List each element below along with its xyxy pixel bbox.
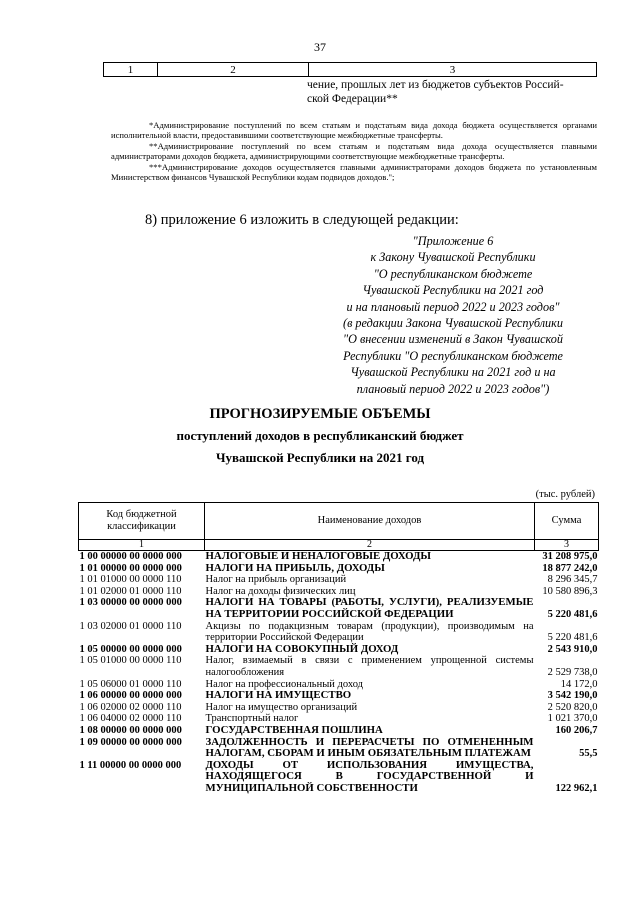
row-name: Налог, взимаемый в связи с применением упрощенной системы налогообложения xyxy=(205,655,534,678)
row-code: 1 03 02000 01 0000 110 xyxy=(79,620,182,632)
row-amount: 14 172,0 xyxy=(560,678,598,690)
document-title-line-2: поступлений доходов в республиканский бюджет xyxy=(176,428,464,443)
page-number: 37 xyxy=(314,40,326,54)
row-amount: 31 208 975,0 xyxy=(542,551,598,562)
row-code: 1 01 01000 00 0000 110 xyxy=(79,574,182,586)
row-code: 1 01 00000 00 0000 000 xyxy=(79,562,182,574)
row-amount: 122 962,1 xyxy=(555,782,598,794)
appendix-caption-line: Республики "О республиканском бюджете xyxy=(343,348,563,363)
row-code: 1 11 00000 00 0000 000 xyxy=(79,759,182,771)
row-name: Налог на доходы физических лиц xyxy=(205,585,356,597)
footnote-1: *Администрирование поступлений по всем статьям и подстатьям вида дохода бюджета осуществляется органами исполнительной власти, предоставившими соответствующие межбюджетные трансферты. xyxy=(111,120,597,141)
row-name: ГОСУДАРСТВЕННАЯ ПОШЛИНА xyxy=(205,723,383,736)
header-number-2: 2 xyxy=(205,540,535,551)
row-name: Транспортный налог xyxy=(205,713,299,725)
units-label: (тыс. рублей) xyxy=(535,489,595,500)
footnote-2: **Администрирование поступлений по всем статьям и подстатьям вида дохода осуществляется главными администраторами доходов бюджета, администрирующими соответствующие межбюджетные трансферты. xyxy=(111,140,597,162)
row-amount: 160 206,7 xyxy=(555,724,598,736)
appendix-caption-line: "О внесении изменений в Закон Чувашской xyxy=(343,332,563,347)
document-title-line-3: Чувашской Республики на 2021 год xyxy=(215,450,425,465)
row-code: 1 00 00000 00 0000 000 xyxy=(79,551,182,562)
row-code: 1 06 00000 00 0000 000 xyxy=(79,690,182,702)
appendix-caption xyxy=(318,233,588,397)
row-name: Налог на прибыль организаций xyxy=(205,574,347,586)
header-amount: Сумма xyxy=(535,503,599,540)
row-name: НАЛОГИ НА ИМУЩЕСТВО xyxy=(205,689,352,702)
continuation-table-header xyxy=(103,62,597,77)
row-amount: 2 543 910,0 xyxy=(547,643,598,655)
row-name: Акцизы по подакцизным товарам (продукции), производимым на территории Российской Федерации xyxy=(205,620,534,644)
footnote-3: ***Администрирование доходов осуществляется главными администраторами доходов бюджета по установленным Министерством финансов Чувашской Республики кодам подвидов доходов."; xyxy=(111,161,597,183)
header-number-3: 3 xyxy=(535,540,599,551)
row-name: НАЛОГОВЫЕ И НЕНАЛОГОВЫЕ ДОХОДЫ xyxy=(205,550,432,562)
row-name: Налог на имущество организаций xyxy=(205,701,358,713)
footnotes xyxy=(111,120,597,182)
row-name: НАЛОГИ НА СОВОКУПНЫЙ ДОХОД xyxy=(205,642,399,655)
table-row xyxy=(79,574,599,586)
row-code: 1 03 00000 00 0000 000 xyxy=(79,597,182,609)
appendix-caption-line: и на плановый период 2022 и 2023 годов" xyxy=(346,299,560,314)
table-row xyxy=(79,737,599,760)
row-code: 1 06 02000 02 0000 110 xyxy=(79,701,182,713)
appendix-caption-line: к Закону Чувашской Республики xyxy=(370,250,536,265)
document-title xyxy=(0,403,640,469)
row-name: ДОХОДЫ ОТ ИСПОЛЬЗОВАНИЯ ИМУЩЕСТВА, НАХОДЯЩЕГОСЯ В ГОСУДАРСТВЕННОЙ И МУНИЦИПАЛЬНОЙ СОБСТВЕННОСТИ xyxy=(205,758,534,794)
row-code: 1 05 00000 00 0000 000 xyxy=(79,643,182,655)
table-row xyxy=(79,690,599,702)
row-amount: 2 520 820,0 xyxy=(547,701,598,713)
table-row xyxy=(79,621,599,644)
header-name: Наименование доходов xyxy=(205,503,535,540)
row-name: НАЛОГИ НА ТОВАРЫ (РАБОТЫ, УСЛУГИ), РЕАЛИЗУЕМЫЕ НА ТЕРРИТОРИИ РОССИЙСКОЙ ФЕДЕРАЦИИ xyxy=(205,596,534,620)
document-title-line-1: ПРОГНОЗИРУЕМЫЕ ОБЪЕМЫ xyxy=(209,406,431,422)
amendment-instruction: 8) приложение 6 изложить в следующей редакции: xyxy=(145,212,459,228)
row-code: 1 08 00000 00 0000 000 xyxy=(79,724,182,736)
appendix-caption-line: Чувашской Республики на 2021 год xyxy=(362,283,544,298)
continuation-header-cell-1: 1 xyxy=(104,63,158,77)
table-row xyxy=(79,702,599,714)
header-number-1: 1 xyxy=(79,540,205,551)
row-amount: 3 542 190,0 xyxy=(547,690,598,702)
row-amount: 8 296 345,7 xyxy=(547,574,598,586)
continuation-line: ской Федерации** xyxy=(307,93,398,105)
appendix-caption-line: "О республиканском бюджете xyxy=(373,266,533,281)
appendix-caption-line: (в редакции Закона Чувашской Республики xyxy=(343,316,563,331)
appendix-caption-line: Чувашской Республики на 2021 год и на xyxy=(350,365,556,380)
row-code: 1 01 02000 01 0000 110 xyxy=(79,585,182,597)
row-code: 1 06 04000 02 0000 110 xyxy=(79,713,182,725)
row-amount: 18 877 242,0 xyxy=(542,562,598,574)
table-row xyxy=(79,597,599,620)
row-code: 1 05 06000 01 0000 110 xyxy=(79,678,182,690)
table-row xyxy=(79,725,599,737)
income-table xyxy=(78,502,599,794)
row-amount: 2 529 738,0 xyxy=(547,666,598,678)
table-row xyxy=(79,563,599,575)
continuation-header-cell-2: 2 xyxy=(158,63,309,77)
table-row xyxy=(79,644,599,656)
header-code: Код бюджетной классификации xyxy=(79,503,205,540)
row-code: 1 05 01000 00 0000 110 xyxy=(79,655,182,667)
table-row xyxy=(79,760,599,795)
continuation-line: чение, прошлых лет из бюджетов субъектов Россий- xyxy=(307,79,564,91)
row-amount: 1 021 370,0 xyxy=(547,713,598,725)
row-amount: 10 580 896,3 xyxy=(542,585,598,597)
appendix-caption-line: "Приложение 6 xyxy=(412,234,494,248)
table-row xyxy=(79,655,599,678)
continuation-text xyxy=(307,78,599,106)
row-amount: 55,5 xyxy=(579,748,598,760)
row-code: 1 09 00000 00 0000 000 xyxy=(79,736,182,748)
row-amount: 5 220 481,6 xyxy=(547,608,598,620)
row-name: Налог на профессиональный доход xyxy=(205,678,363,690)
row-name: НАЛОГИ НА ПРИБЫЛЬ, ДОХОДЫ xyxy=(205,561,385,574)
appendix-caption-line: плановый период 2022 и 2023 годов") xyxy=(356,381,550,396)
row-name: ЗАДОЛЖЕННОСТЬ И ПЕРЕРАСЧЕТЫ ПО ОТМЕНЕННЫМ НАЛОГАМ, СБОРАМ И ИНЫМ ОБЯЗАТЕЛЬНЫМ ПЛАТЕЖАМ xyxy=(205,735,534,760)
row-amount: 5 220 481,6 xyxy=(547,632,598,644)
continuation-header-cell-3: 3 xyxy=(309,63,597,77)
table-row xyxy=(79,551,599,563)
